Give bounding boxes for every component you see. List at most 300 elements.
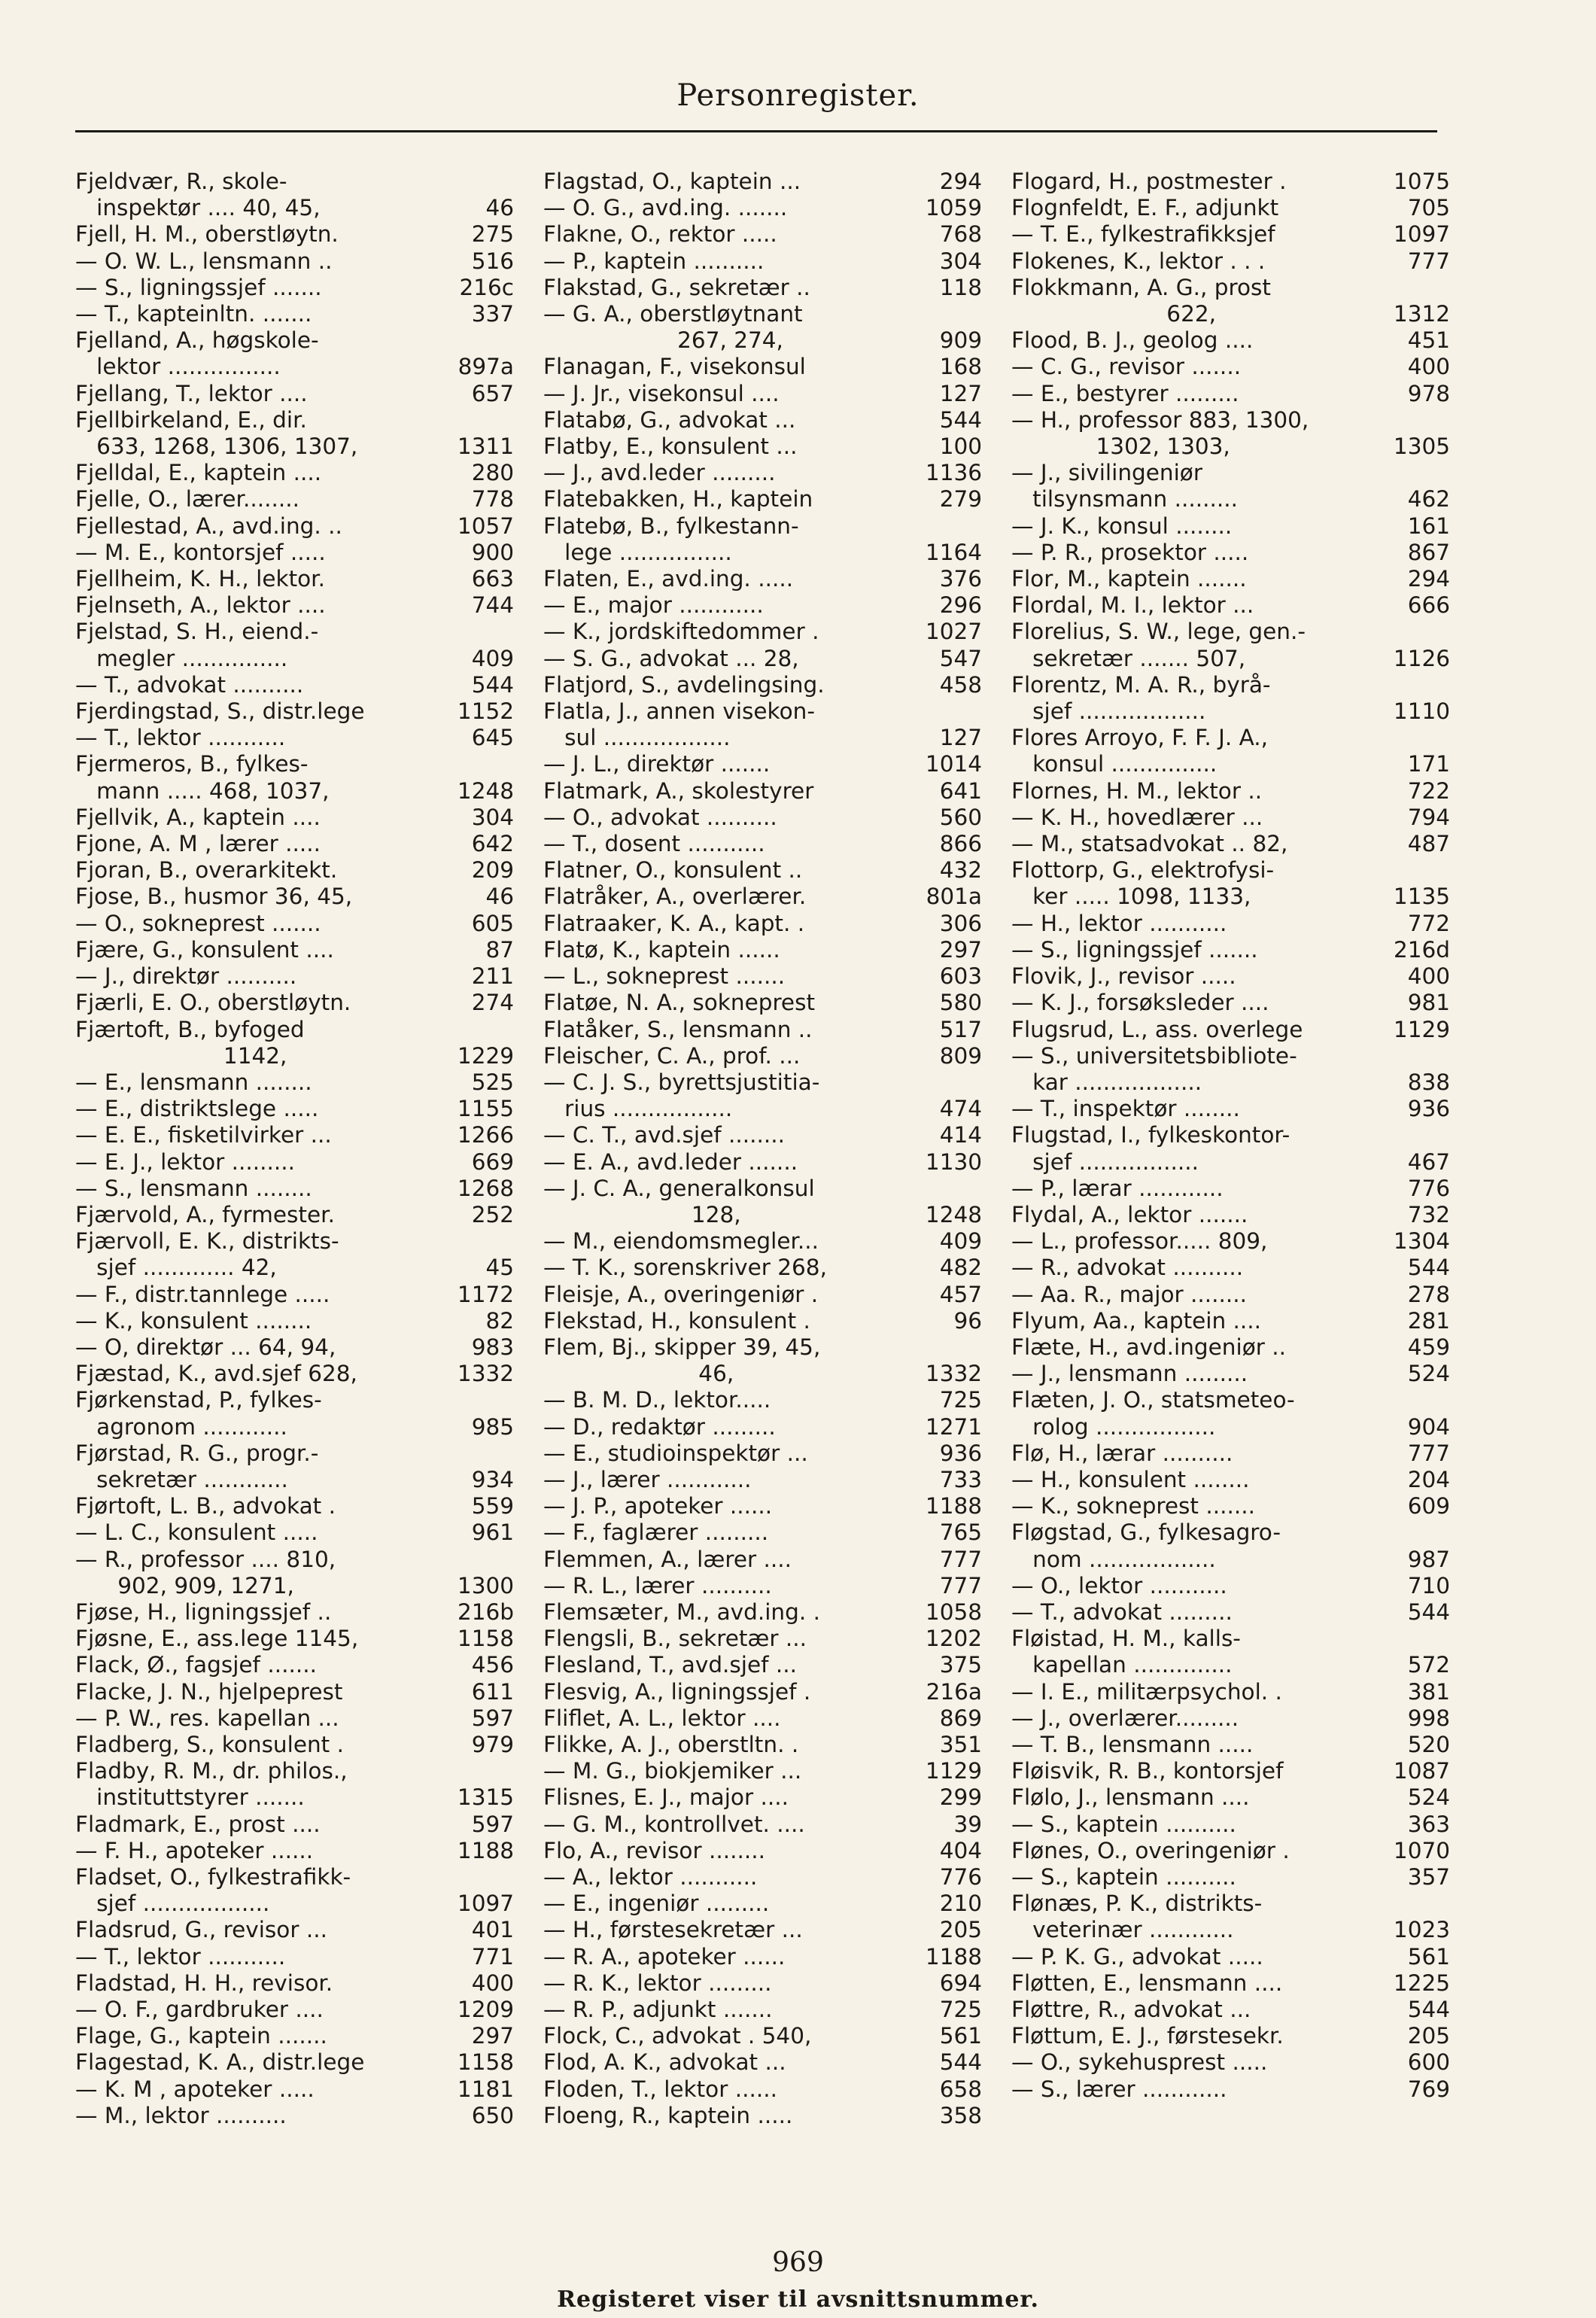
register-entry xyxy=(75,169,514,195)
register-entry xyxy=(543,1944,982,1970)
entry-section-number: 609 xyxy=(1407,1493,1450,1519)
entry-section-number: 45 xyxy=(485,1255,514,1281)
entry-section-number: 600 xyxy=(1407,2049,1450,2076)
entry-text: — M., eiendomsmegler... xyxy=(543,1228,819,1255)
entry-text: — J. K., konsul ........ xyxy=(1011,513,1233,539)
entry-section-number: 1188 xyxy=(457,1837,514,1863)
entry-section-number: 936 xyxy=(1407,1096,1450,1122)
register-entry xyxy=(75,1547,514,1573)
entry-text: — J., direktør .......... xyxy=(75,963,297,990)
entry-section-number: 1155 xyxy=(457,1096,514,1122)
entry-text: Flyum, Aa., kaptein .... xyxy=(1011,1307,1262,1334)
entry-text: Fjærtoft, B., byfoged xyxy=(75,1016,305,1042)
entry-section-number: 777 xyxy=(1407,1440,1450,1466)
header-rule xyxy=(75,130,1437,132)
entry-section-number: 866 xyxy=(939,831,982,857)
register-entry xyxy=(543,1361,982,1387)
entry-text: Flovik, J., revisor ..... xyxy=(1011,963,1236,990)
register-entry xyxy=(75,2049,514,2076)
register-entry xyxy=(543,619,982,645)
entry-text: Flod, A. K., advokat ... xyxy=(543,2049,786,2076)
register-entry xyxy=(1011,831,1450,857)
entry-section-number: 809 xyxy=(939,1042,982,1069)
entry-section-number: 404 xyxy=(939,1837,982,1863)
page-number: 969 xyxy=(772,2247,824,2278)
entry-text: — K. H., hovedlærer ... xyxy=(1011,804,1263,830)
entry-text: — E., ingeniør ......... xyxy=(543,1891,770,1917)
entry-text: 622, xyxy=(1011,301,1216,327)
entry-section-number: 1129 xyxy=(1393,1016,1450,1042)
register-entry xyxy=(1011,1069,1450,1096)
register-entry xyxy=(543,1043,982,1069)
entry-text: Flønæs, P. K., distrikts- xyxy=(1011,1891,1263,1917)
register-entry xyxy=(1011,1732,1450,1758)
register-entry xyxy=(1011,1202,1450,1228)
entry-text: Flønes, O., overingeniør . xyxy=(1011,1837,1290,1863)
register-entry xyxy=(543,2023,982,2049)
register-entry xyxy=(75,2103,514,2129)
register-entry xyxy=(543,1255,982,1281)
register-entry xyxy=(75,1282,514,1308)
register-entry xyxy=(75,1176,514,1202)
entry-text: inspektør .... 40, 45, xyxy=(75,195,321,221)
register-entry xyxy=(543,1334,982,1361)
entry-section-number: 666 xyxy=(1407,592,1450,619)
entry-section-number: 82 xyxy=(485,1307,514,1334)
entry-text: Fjoran, B., overarkitekt. xyxy=(75,857,338,884)
register-entry xyxy=(1011,1944,1450,1970)
entry-text: — F., faglærer ......... xyxy=(543,1519,769,1546)
entry-section-number: 337 xyxy=(471,301,514,327)
register-entry xyxy=(1011,1228,1450,1255)
entry-section-number: 1027 xyxy=(925,619,982,645)
entry-text: Flatø, K., kaptein ...... xyxy=(543,936,780,963)
entry-section-number: 544 xyxy=(1407,1255,1450,1281)
entry-section-number: 210 xyxy=(939,1891,982,1917)
register-entry xyxy=(1011,1043,1450,1069)
register-entry xyxy=(75,751,514,777)
entry-text: Flatebakken, H., kaptein xyxy=(543,486,813,513)
entry-section-number: 1225 xyxy=(1393,1970,1450,1996)
entry-text: — O., advokat .......... xyxy=(543,804,777,830)
entry-section-number: 722 xyxy=(1407,777,1450,804)
register-entry xyxy=(543,1519,982,1546)
register-entry xyxy=(543,646,982,672)
entry-text: sjef .................. xyxy=(1011,698,1206,725)
register-entry xyxy=(1011,407,1450,433)
entry-section-number: 998 xyxy=(1407,1705,1450,1731)
register-entry xyxy=(543,1970,982,1997)
entry-section-number: 525 xyxy=(471,1069,514,1095)
register-entry xyxy=(543,407,982,433)
entry-text: Flottorp, G., elektrofysi- xyxy=(1011,857,1275,884)
register-entry xyxy=(1011,1547,1450,1573)
entry-text: Fjelle, O., lærer........ xyxy=(75,486,299,513)
entry-section-number: 1311 xyxy=(457,433,514,460)
entry-text: Flydal, A., lektor ....... xyxy=(1011,1201,1248,1227)
register-entry xyxy=(1011,1308,1450,1334)
entry-text: Flornes, H. M., lektor .. xyxy=(1011,777,1263,804)
entry-text: — I. E., militærpsychol. . xyxy=(1011,1678,1282,1705)
entry-section-number: 1158 xyxy=(457,1626,514,1652)
entry-section-number: 544 xyxy=(1407,1599,1450,1625)
entry-text: sjef .................. xyxy=(75,1891,270,1917)
entry-text: — J. P., apoteker ...... xyxy=(543,1493,773,1519)
register-entry xyxy=(1011,2049,1450,2076)
entry-section-number: 211 xyxy=(471,963,514,990)
entry-text: Fjelldal, E., kaptein .... xyxy=(75,460,322,486)
entry-text: — T. B., lensmann ..... xyxy=(1011,1731,1254,1757)
entry-text: — R. P., adjunkt ....... xyxy=(543,1997,773,2023)
register-entry xyxy=(1011,646,1450,672)
entry-section-number: 459 xyxy=(1407,1334,1450,1360)
entry-section-number: 572 xyxy=(1407,1652,1450,1678)
register-entry xyxy=(75,963,514,990)
entry-section-number: 1266 xyxy=(457,1122,514,1148)
entry-section-number: 1248 xyxy=(457,777,514,804)
entry-section-number: 778 xyxy=(471,486,514,513)
register-entry xyxy=(1011,778,1450,805)
entry-text: Flood, B. J., geolog .... xyxy=(1011,327,1254,354)
entry-section-number: 161 xyxy=(1407,513,1450,539)
entry-text: megler ............... xyxy=(75,645,288,671)
entry-section-number: 401 xyxy=(471,1917,514,1943)
entry-text: lege ................ xyxy=(543,539,732,565)
register-entry xyxy=(75,725,514,751)
entry-text: Fjøse, H., ligningssjef .. xyxy=(75,1599,332,1625)
entry-text: — P. W., res. kapellan ... xyxy=(75,1705,339,1731)
entry-text: — J., lensmann ......... xyxy=(1011,1361,1248,1387)
entry-text: Flatjord, S., avdelingsing. xyxy=(543,671,825,698)
register-entry xyxy=(75,248,514,275)
register-entry xyxy=(543,1573,982,1599)
register-entry xyxy=(543,1017,982,1043)
entry-text: — S., universitetsbibliote- xyxy=(1011,1042,1297,1069)
entry-section-number: 216d xyxy=(1393,936,1450,963)
entry-text: Flakstad, G., sekretær .. xyxy=(543,274,810,300)
entry-text: — R. L., lærer .......... xyxy=(543,1572,772,1599)
entry-text: Fladset, O., fylkestrafikk- xyxy=(75,1864,351,1890)
entry-section-number: 983 xyxy=(471,1334,514,1360)
register-entry xyxy=(75,1255,514,1281)
entry-section-number: 100 xyxy=(939,433,982,460)
entry-text: Flatåker, S., lensmann .. xyxy=(543,1016,813,1042)
entry-text: — T., advokat .......... xyxy=(75,671,304,698)
entry-section-number: 357 xyxy=(1407,1864,1450,1890)
entry-text: — M. G., biokjemiker ... xyxy=(543,1758,802,1784)
register-entry xyxy=(1011,195,1450,221)
entry-section-number: 205 xyxy=(939,1917,982,1943)
entry-section-number: 1158 xyxy=(457,2049,514,2076)
entry-section-number: 127 xyxy=(939,380,982,406)
entry-text: mann ..... 468, 1037, xyxy=(75,777,330,804)
entry-section-number: 1110 xyxy=(1393,698,1450,725)
register-entry xyxy=(543,1467,982,1493)
register-entry xyxy=(543,2076,982,2103)
entry-section-number: 1097 xyxy=(457,1891,514,1917)
entry-text: 1302, 1303, xyxy=(1011,433,1230,460)
entry-text: — E., major ............ xyxy=(543,592,764,619)
entry-text: — H., lektor ........... xyxy=(1011,910,1227,936)
entry-text: Flæte, H., avd.ingeniør .. xyxy=(1011,1334,1287,1360)
register-entry xyxy=(543,911,982,937)
entry-text: Flem, Bj., skipper 39, 45, xyxy=(543,1334,821,1360)
entry-section-number: 979 xyxy=(471,1731,514,1757)
register-entry xyxy=(543,1917,982,1943)
entry-section-number: 414 xyxy=(939,1122,982,1148)
register-entry xyxy=(75,857,514,884)
entry-section-number: 1305 xyxy=(1393,433,1450,460)
entry-section-number: 400 xyxy=(471,1970,514,1996)
entry-text: — P., lærar ............ xyxy=(1011,1175,1224,1201)
register-entry xyxy=(1011,1017,1450,1043)
entry-section-number: 46 xyxy=(485,195,514,221)
entry-section-number: 274 xyxy=(471,990,514,1016)
entry-text: — T., lektor ........... xyxy=(75,725,286,751)
entry-section-number: 87 xyxy=(485,936,514,963)
entry-text: Fjøsne, E., ass.lege 1145, xyxy=(75,1626,359,1652)
register-entry xyxy=(543,857,982,884)
entry-text: — O. W. L., lensmann .. xyxy=(75,248,333,274)
entry-section-number: 650 xyxy=(471,2102,514,2128)
entry-text: — E., studioinspektør ... xyxy=(543,1440,808,1466)
register-entry xyxy=(543,1202,982,1228)
entry-text: — P. R., prosektor ..... xyxy=(1011,539,1249,565)
entry-section-number: 1097 xyxy=(1393,221,1450,248)
entry-text: — E. A., avd.leder ....... xyxy=(543,1148,798,1175)
entry-section-number: 1188 xyxy=(925,1493,982,1519)
register-entry xyxy=(75,1970,514,1997)
register-entry xyxy=(543,221,982,248)
entry-section-number: 296 xyxy=(939,592,982,619)
register-entry xyxy=(543,1493,982,1519)
entry-section-number: 1014 xyxy=(925,751,982,777)
entry-section-number: 794 xyxy=(1407,804,1450,830)
entry-section-number: 801a xyxy=(926,884,982,910)
register-entry xyxy=(75,1387,514,1413)
register-entry xyxy=(1011,805,1450,831)
entry-text: Flekstad, H., konsulent . xyxy=(543,1307,810,1334)
entry-text: — E., distriktslege ..... xyxy=(75,1096,319,1122)
register-entry xyxy=(543,566,982,592)
entry-section-number: 520 xyxy=(1407,1731,1450,1757)
entry-section-number: 204 xyxy=(1407,1466,1450,1492)
entry-section-number: 216a xyxy=(926,1678,982,1705)
entry-text: — E., bestyrer ......... xyxy=(1011,380,1239,406)
entry-section-number: 409 xyxy=(471,645,514,671)
register-entry xyxy=(1011,1652,1450,1678)
entry-section-number: 1135 xyxy=(1393,884,1450,910)
entry-section-number: 580 xyxy=(939,990,982,1016)
entry-text: 902, 909, 1271, xyxy=(75,1572,294,1599)
entry-text: — T., advokat ......... xyxy=(1011,1599,1233,1625)
register-entry xyxy=(75,460,514,486)
entry-text: Flæten, J. O., statsmeteo- xyxy=(1011,1387,1295,1413)
entry-section-number: 1172 xyxy=(457,1281,514,1307)
register-entry xyxy=(543,1758,982,1784)
entry-section-number: 294 xyxy=(1407,566,1450,592)
entry-section-number: 772 xyxy=(1407,910,1450,936)
register-entry xyxy=(75,2076,514,2103)
entry-text: Flatby, E., konsulent ... xyxy=(543,433,798,460)
entry-section-number: 658 xyxy=(939,2076,982,2102)
register-entry xyxy=(543,513,982,540)
entry-text: — G. A., oberstløytnant xyxy=(543,301,803,327)
entry-text: — J., sivilingeniør xyxy=(1011,460,1202,486)
entry-section-number: 1126 xyxy=(1393,645,1450,671)
register-entry xyxy=(543,1652,982,1678)
entry-section-number: 934 xyxy=(471,1466,514,1492)
register-entry xyxy=(1011,1334,1450,1361)
register-entry xyxy=(543,1282,982,1308)
register-entry xyxy=(1011,381,1450,407)
entry-section-number: 744 xyxy=(471,592,514,619)
register-entry xyxy=(1011,566,1450,592)
register-entry xyxy=(1011,1440,1450,1467)
entry-text: Fløistad, H. M., kalls- xyxy=(1011,1626,1241,1652)
entry-text: Fjelnseth, A., lektor .... xyxy=(75,592,326,619)
entry-section-number: 1300 xyxy=(457,1572,514,1599)
entry-text: — F., distr.tannlege ..... xyxy=(75,1281,330,1307)
entry-text: Flemsæter, M., avd.ing. . xyxy=(543,1599,820,1625)
entry-text: Fleischer, C. A., prof. ... xyxy=(543,1042,801,1069)
entry-section-number: 279 xyxy=(939,486,982,513)
register-entry xyxy=(1011,1626,1450,1652)
entry-text: 128, xyxy=(543,1201,741,1227)
entry-text: — J. L., direktør ....... xyxy=(543,751,771,777)
register-entry xyxy=(75,672,514,698)
entry-section-number: 275 xyxy=(471,221,514,248)
register-entry xyxy=(543,1414,982,1440)
register-entry xyxy=(543,1176,982,1202)
entry-section-number: 1248 xyxy=(925,1201,982,1227)
entry-text: Fjelland, A., høgskole- xyxy=(75,327,319,354)
register-entry xyxy=(1011,1784,1450,1811)
entry-section-number: 524 xyxy=(1407,1784,1450,1811)
entry-section-number: 376 xyxy=(939,566,982,592)
entry-section-number: 457 xyxy=(939,1281,982,1307)
entry-text: — H., professor 883, 1300, xyxy=(1011,406,1309,433)
entry-section-number: 725 xyxy=(939,1387,982,1413)
register-entry xyxy=(75,646,514,672)
register-entry xyxy=(75,1812,514,1838)
register-entry xyxy=(75,1202,514,1228)
entry-section-number: 304 xyxy=(471,804,514,830)
entry-section-number: 306 xyxy=(939,910,982,936)
register-entry xyxy=(1011,513,1450,540)
register-entry xyxy=(1011,1573,1450,1599)
entry-section-number: 765 xyxy=(939,1519,982,1546)
register-entry xyxy=(543,301,982,327)
entry-text: — R. A., apoteker ...... xyxy=(543,1943,786,1970)
register-entry xyxy=(75,1096,514,1122)
entry-section-number: 1332 xyxy=(925,1361,982,1387)
register-entry xyxy=(543,963,982,990)
entry-section-number: 209 xyxy=(471,857,514,884)
entry-text: Fladby, R. M., dr. philos., xyxy=(75,1758,348,1784)
entry-text: Fløttre, R., advokat ... xyxy=(1011,1997,1251,2023)
entry-section-number: 768 xyxy=(939,221,982,248)
entry-section-number: 561 xyxy=(1407,1943,1450,1970)
register-entry xyxy=(75,1784,514,1811)
register-entry xyxy=(75,1228,514,1255)
entry-text: Fjellestad, A., avd.ing. .. xyxy=(75,513,342,539)
entry-text: — R. K., lektor ......... xyxy=(543,1970,772,1996)
entry-text: — G. M., kontrollvet. .... xyxy=(543,1811,805,1837)
entry-text: Flores Arroyo, F. F. J. A., xyxy=(1011,725,1269,751)
register-entry xyxy=(75,1519,514,1546)
entry-section-number: 909 xyxy=(939,327,982,354)
register-entry xyxy=(1011,540,1450,566)
entry-section-number: 987 xyxy=(1407,1546,1450,1572)
register-entry xyxy=(543,354,982,380)
entry-text: Fladmark, E., prost .... xyxy=(75,1811,321,1837)
register-entry xyxy=(543,248,982,275)
register-entry xyxy=(75,195,514,221)
entry-text: — K., jordskiftedommer . xyxy=(543,619,819,645)
entry-text: Flaten, E., avd.ing. ..... xyxy=(543,566,794,592)
entry-section-number: 605 xyxy=(471,910,514,936)
entry-section-number: 168 xyxy=(939,354,982,380)
register-entry xyxy=(75,990,514,1016)
entry-text: — O., sokneprest ....... xyxy=(75,910,321,936)
entry-text: — J. Jr., visekonsul .... xyxy=(543,380,780,406)
register-entry xyxy=(543,1387,982,1413)
entry-text: Flokenes, K., lektor . . . xyxy=(1011,248,1266,274)
entry-text: — C. J. S., byrettsjustitia- xyxy=(543,1069,820,1095)
entry-text: Fjellvik, A., kaptein .... xyxy=(75,804,321,830)
entry-text: sjef ............. 42, xyxy=(75,1255,277,1281)
entry-section-number: 467 xyxy=(1407,1148,1450,1175)
register-entry xyxy=(1011,1282,1450,1308)
register-entry xyxy=(75,1732,514,1758)
entry-section-number: 777 xyxy=(939,1572,982,1599)
entry-text: sul .................. xyxy=(543,725,731,751)
entry-section-number: 1152 xyxy=(457,698,514,725)
entry-section-number: 544 xyxy=(471,671,514,698)
entry-text: 633, 1268, 1306, 1307, xyxy=(75,433,358,460)
entry-text: Flugsrud, L., ass. overlege xyxy=(1011,1016,1303,1042)
entry-text: — T., dosent ........... xyxy=(543,831,765,857)
entry-section-number: 936 xyxy=(939,1440,982,1466)
entry-text: — L., sokneprest ....... xyxy=(543,963,786,990)
entry-section-number: 544 xyxy=(1407,1997,1450,2023)
entry-text: — K. M , apoteker ..... xyxy=(75,2076,315,2102)
entry-section-number: 669 xyxy=(471,1148,514,1175)
register-entry xyxy=(543,937,982,963)
entry-text: — J., lærer ............ xyxy=(543,1466,752,1492)
register-entry xyxy=(543,169,982,195)
entry-text: — M., lektor .......... xyxy=(75,2102,287,2128)
register-entry xyxy=(1011,1917,1450,1943)
entry-text: kar .................. xyxy=(1011,1069,1202,1095)
entry-section-number: 1181 xyxy=(457,2076,514,2102)
entry-section-number: 642 xyxy=(471,831,514,857)
entry-text: — O. G., avd.ing. ....... xyxy=(543,195,788,221)
entry-text: — T., inspektør ........ xyxy=(1011,1096,1240,1122)
entry-section-number: 517 xyxy=(939,1016,982,1042)
entry-section-number: 363 xyxy=(1407,1811,1450,1837)
entry-section-number: 776 xyxy=(939,1864,982,1890)
entry-section-number: 645 xyxy=(471,725,514,751)
entry-text: Flesvig, A., ligningssjef . xyxy=(543,1678,811,1705)
register-entry xyxy=(75,1997,514,2023)
entry-text: nom .................. xyxy=(1011,1546,1216,1572)
entry-text: Fjone, A. M , lærer ..... xyxy=(75,831,321,857)
entry-section-number: 641 xyxy=(939,777,982,804)
entry-text: 267, 274, xyxy=(543,327,783,354)
entry-section-number: 127 xyxy=(939,725,982,751)
